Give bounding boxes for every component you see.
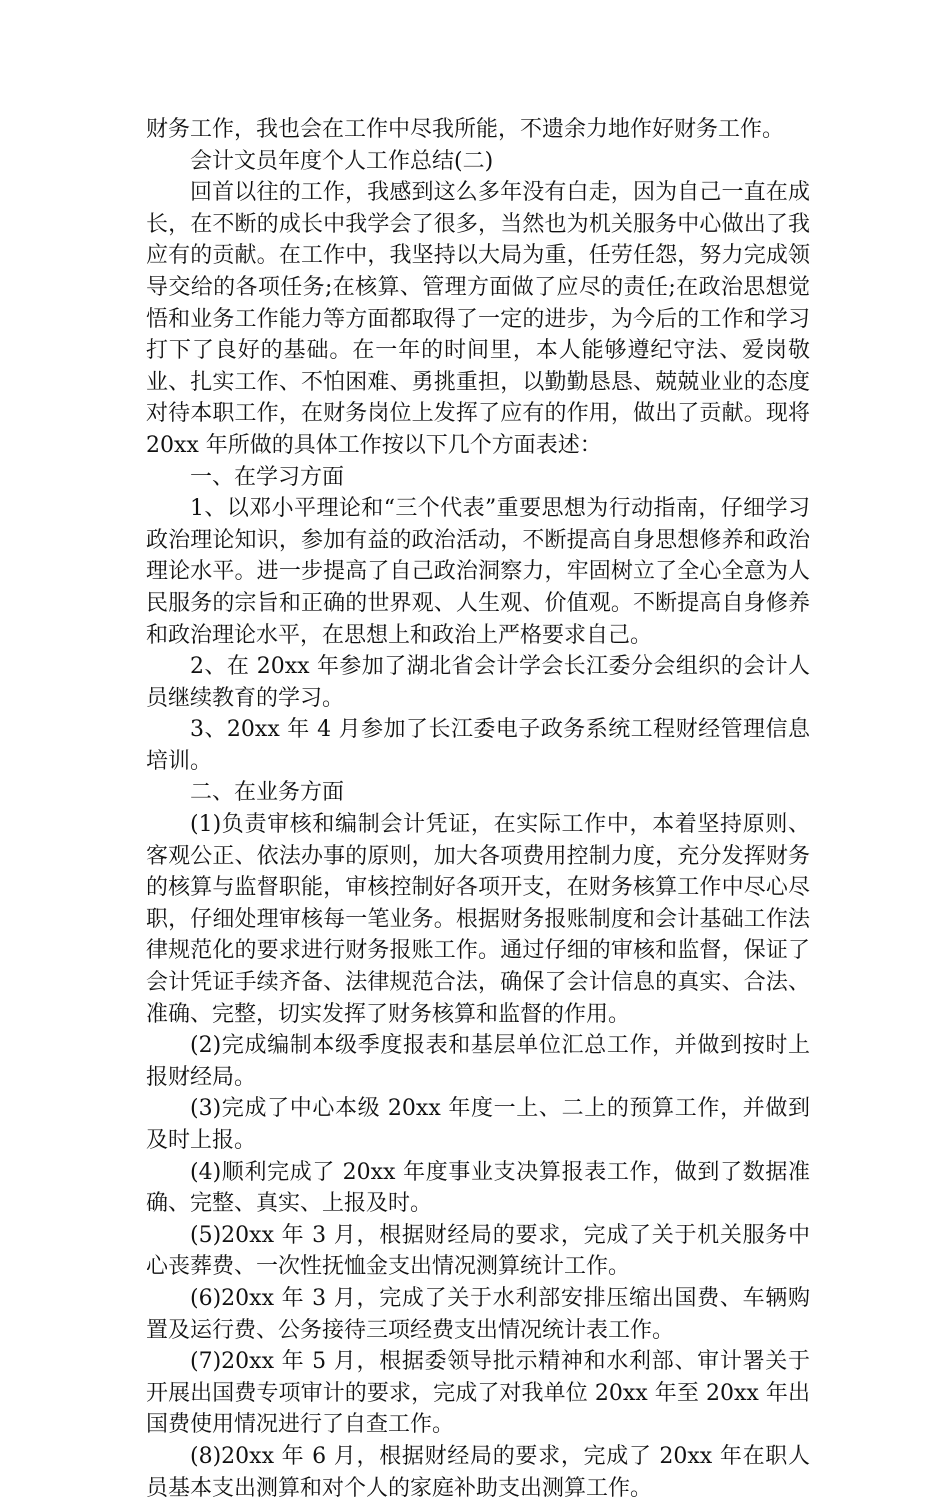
heading-business: 二、在业务方面 bbox=[190, 780, 345, 806]
business-item-5: (5)20xx 年 3 月，根据财经局的要求，完成了关于机关服务中心丧葬费、一次性抚恤金支出情况测算统计工作。 bbox=[146, 1222, 810, 1280]
business-item-8: (8)20xx 年 6 月，根据财经局的要求，完成了 20xx 年在职人员基本支出测算和对个人的家庭补助支出测算工作。 bbox=[146, 1443, 810, 1501]
heading-study: 一、在学习方面 bbox=[190, 464, 345, 490]
study-item-2: 2、在 20xx 年参加了湖北省会计学会长江委分会组织的会计人员继续教育的学习。 bbox=[146, 654, 810, 711]
document-page bbox=[146, 114, 810, 1504]
business-item-6: (6)20xx 年 3 月，完成了关于水利部安排压缩出国费、车辆购置及运行费、公务接待三项经费支出情况统计表工作。 bbox=[146, 1285, 810, 1343]
study-item-1: 1、以邓小平理论和“三个代表”重要思想为行动指南，仔细学习政治理论知识，参加有益的政治活动，不断提高自身思想修养和政治理论水平。进一步提高了自己政治洞察力，牢固树立了全心全意为人民服务的宗旨和正确的世界观、人生观、价值观。不断提高自身修养和政治理论水平，在思想上和政治上严格要求自己。 bbox=[146, 496, 810, 648]
business-item-2: (2)完成编制本级季度报表和基层单位汇总工作，并做到按时上报财经局。 bbox=[146, 1033, 810, 1090]
business-item-3: (3)完成了中心本级 20xx 年度一上、二上的预算工作，并做到及时上报。 bbox=[146, 1096, 810, 1153]
section-title: 会计文员年度个人工作总结(二) bbox=[190, 148, 494, 174]
business-item-4: (4)顺利完成了 20xx 年度事业支决算报表工作，做到了数据准确、完整、真实、上报及时。 bbox=[146, 1159, 810, 1217]
paragraph-intro: 回首以往的工作，我感到这么多年没有白走，因为自己一直在成长，在不断的成长中我学会了很多，当然也为机关服务中心做出了我应有的贡献。在工作中，我坚持以大局为重，任劳任怨，努力完成领导交给的各项任务;在核算、管理方面做了应尽的责任;在政治思想觉悟和业务工作能力等方面都取得了一定的进步，为今后的工作和学习打下了良好的基础。在一年的时间里，本人能够遵纪守法、爱岗敬业、扎实工作、不怕困难、勇挑重担，以勤勤恳恳、兢兢业业的态度对待本职工作，在财务岗位上发挥了应有的作用，做出了贡献。现将 20xx 年所做的具体工作按以下几个方面表述： bbox=[146, 180, 810, 458]
business-item-7: (7)20xx 年 5 月，根据委领导批示精神和水利部、审计署关于开展出国费专项审计的要求，完成了对我单位 20xx 年至 20xx 年出国费使用情况进行了自查工作。 bbox=[146, 1349, 810, 1438]
business-item-1: (1)负责审核和编制会计凭证，在实际工作中，本着坚持原则、客观公正、依法办事的原则，加大各项费用控制力度，充分发挥财务的核算与监督职能，审核控制好各项开支，在财务核算工作中尽心尽职，仔细处理审核每一笔业务。根据财务报账制度和会计基础工作法律规范化的要求进行财务报账工作。通过仔细的审核和监督，保证了会计凭证手续齐备、法律规范合法，确保了会计信息的真实、合法、准确、完整，切实发挥了财务核算和监督的作用。 bbox=[146, 812, 810, 1027]
paragraph-continuation: 财务工作，我也会在工作中尽我所能，不遗余力地作好财务工作。 bbox=[146, 117, 785, 142]
study-item-3: 3、20xx 年 4 月参加了长江委电子政务系统工程财经管理信息培训。 bbox=[146, 717, 810, 774]
